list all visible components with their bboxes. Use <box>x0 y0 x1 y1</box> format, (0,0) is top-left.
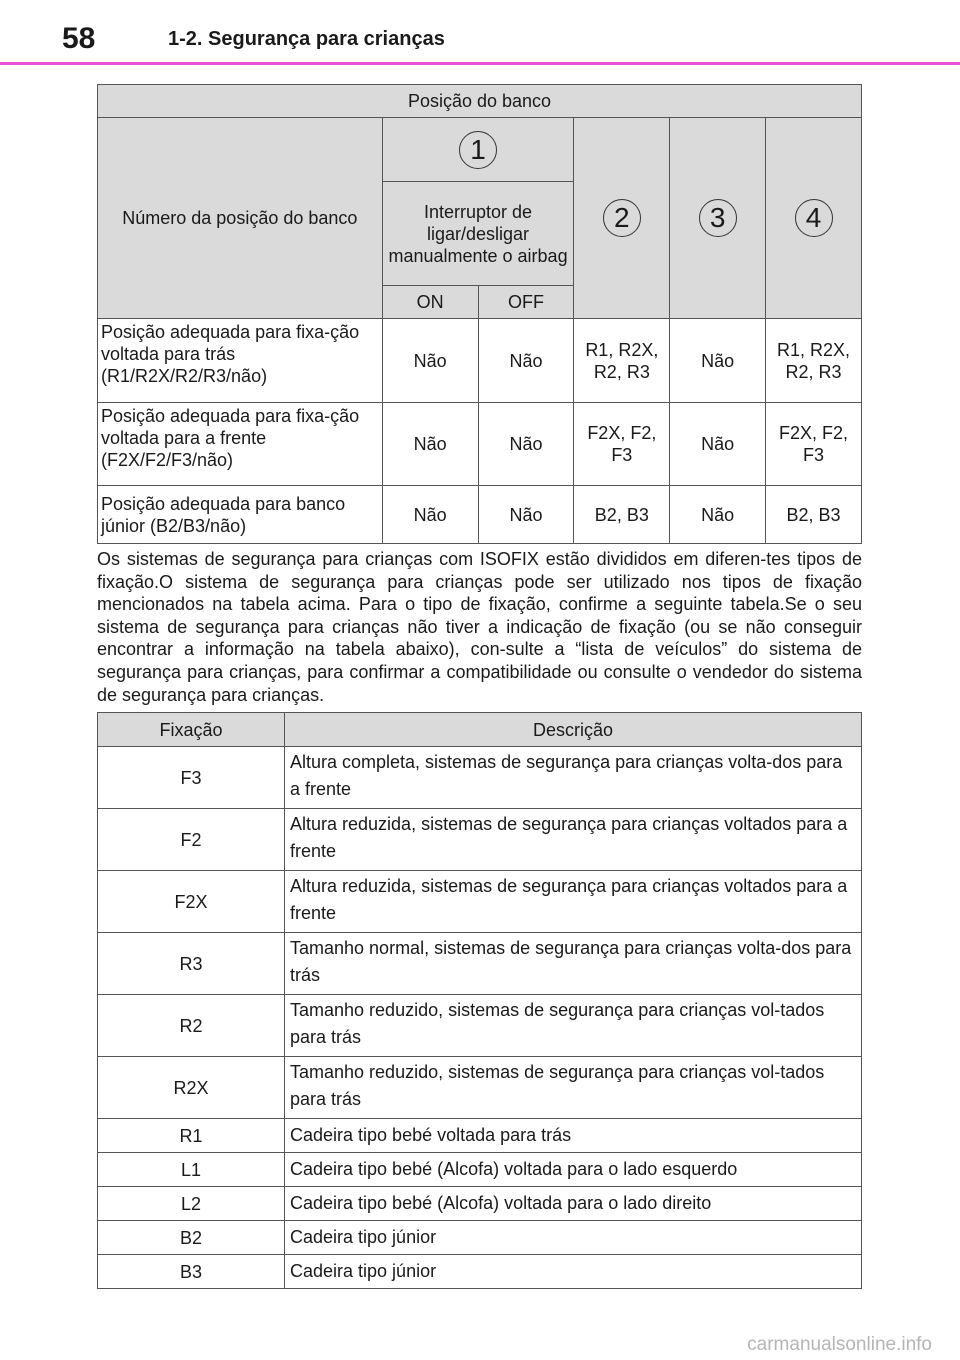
row-label: Posição adequada para banco júnior (B2/B3/não) <box>98 486 383 544</box>
table-cell: B2, B3 <box>766 486 862 544</box>
fixation-description: Altura completa, sistemas de segurança para crianças volta-dos para a frente <box>285 747 862 809</box>
table-row <box>98 1255 862 1289</box>
page-header <box>0 0 960 64</box>
fixation-code: F2 <box>98 809 285 871</box>
seat-position-caption: Posição do banco <box>98 85 862 118</box>
row-label: Posição adequada para fixa-ção voltada para trás (R1/R2X/R2/R3/não) <box>98 319 383 403</box>
table-cell: Não <box>670 319 766 403</box>
fixation-header: Fixação <box>98 713 285 747</box>
table-cell: Não <box>670 403 766 486</box>
seat-position-table <box>97 84 862 544</box>
section-title: 1-2. Segurança para crianças <box>168 28 445 50</box>
circled-number-1: 1 <box>459 131 497 169</box>
fixation-code: F3 <box>98 747 285 809</box>
table-row <box>98 1119 862 1153</box>
table-row <box>98 319 862 403</box>
fixation-table <box>97 712 862 1289</box>
circled-number-2: 2 <box>603 199 641 237</box>
seat-position-3 <box>670 118 766 319</box>
table-cell: R1, R2X, R2, R3 <box>574 319 670 403</box>
table-row <box>98 1153 862 1187</box>
airbag-off-header: OFF <box>478 286 574 319</box>
seat-position-4 <box>766 118 862 319</box>
fixation-code: B3 <box>98 1255 285 1289</box>
table-cell: Não <box>382 403 478 486</box>
table-row <box>98 1057 862 1119</box>
table-row <box>98 871 862 933</box>
fixation-description: Cadeira tipo júnior <box>285 1255 862 1289</box>
table-row <box>98 995 862 1057</box>
table-cell: Não <box>382 319 478 403</box>
table-cell: Não <box>382 486 478 544</box>
table-cell: Não <box>478 403 574 486</box>
table-row <box>98 1187 862 1221</box>
fixation-description: Tamanho reduzido, sistemas de segurança para crianças vol-tados para trás <box>285 995 862 1057</box>
body-paragraph: Os sistemas de segurança para crianças com ISOFIX estão divididos em diferen-tes tipos de fixação.O sistema de segurança para crianças pode ser utilizado nos tipos de fixação mencionados na tabela acima. Para o tipo de fixação, confirme a seguinte tabela.Se o seu sistema de segurança para crianças não tiver a indicação de fixação (ou se não conseguir encontrar a informação na tabela abaixo), con-sulte a “lista de veículos” do sistema de segurança para crianças, para confirmar a compatibilidade ou consulte o vendedor do sistema de segurança para crianças. <box>97 549 862 705</box>
circled-number-3: 3 <box>699 199 737 237</box>
table-row <box>98 809 862 871</box>
table-row <box>98 747 862 809</box>
fixation-code: B2 <box>98 1221 285 1255</box>
fixation-description: Cadeira tipo bebé voltada para trás <box>285 1119 862 1153</box>
table-cell: F2X, F2, F3 <box>574 403 670 486</box>
fixation-code: R3 <box>98 933 285 995</box>
fixation-description: Tamanho reduzido, sistemas de segurança para crianças vol-tados para trás <box>285 1057 862 1119</box>
table-cell: Não <box>478 486 574 544</box>
fixation-description: Cadeira tipo bebé (Alcofa) voltada para o lado direito <box>285 1187 862 1221</box>
seat-position-2 <box>574 118 670 319</box>
row-label: Posição adequada para fixa-ção voltada para a frente (F2X/F2/F3/não) <box>98 403 383 486</box>
fixation-code: R2 <box>98 995 285 1057</box>
table-cell: F2X, F2, F3 <box>766 403 862 486</box>
fixation-description: Cadeira tipo bebé (Alcofa) voltada para o lado esquerdo <box>285 1153 862 1187</box>
fixation-code: L1 <box>98 1153 285 1187</box>
seat-position-1 <box>382 118 574 182</box>
fixation-code: R1 <box>98 1119 285 1153</box>
table-cell: Não <box>670 486 766 544</box>
fixation-code: L2 <box>98 1187 285 1221</box>
table-row <box>98 486 862 544</box>
watermark: carmanualsonline.info <box>747 1334 932 1355</box>
description-header: Descrição <box>285 713 862 747</box>
table-cell: B2, B3 <box>574 486 670 544</box>
circled-number-4: 4 <box>795 199 833 237</box>
table-row <box>98 1221 862 1255</box>
table-row <box>98 403 862 486</box>
fixation-description: Tamanho normal, sistemas de segurança para crianças volta-dos para trás <box>285 933 862 995</box>
fixation-description: Cadeira tipo júnior <box>285 1221 862 1255</box>
page-number: 58 <box>62 22 96 55</box>
fixation-code: F2X <box>98 871 285 933</box>
table-row <box>98 933 862 995</box>
fixation-description: Altura reduzida, sistemas de segurança para crianças voltados para a frente <box>285 871 862 933</box>
table-cell: Não <box>478 319 574 403</box>
airbag-switch-header: Interruptor de ligar/desligar manualmente o airbag <box>382 182 574 286</box>
seat-number-header: Número da posição do banco <box>98 118 383 319</box>
fixation-code: R2X <box>98 1057 285 1119</box>
fixation-description: Altura reduzida, sistemas de segurança para crianças voltados para a frente <box>285 809 862 871</box>
airbag-on-header: ON <box>382 286 478 319</box>
header-divider <box>0 62 960 65</box>
table-cell: R1, R2X, R2, R3 <box>766 319 862 403</box>
